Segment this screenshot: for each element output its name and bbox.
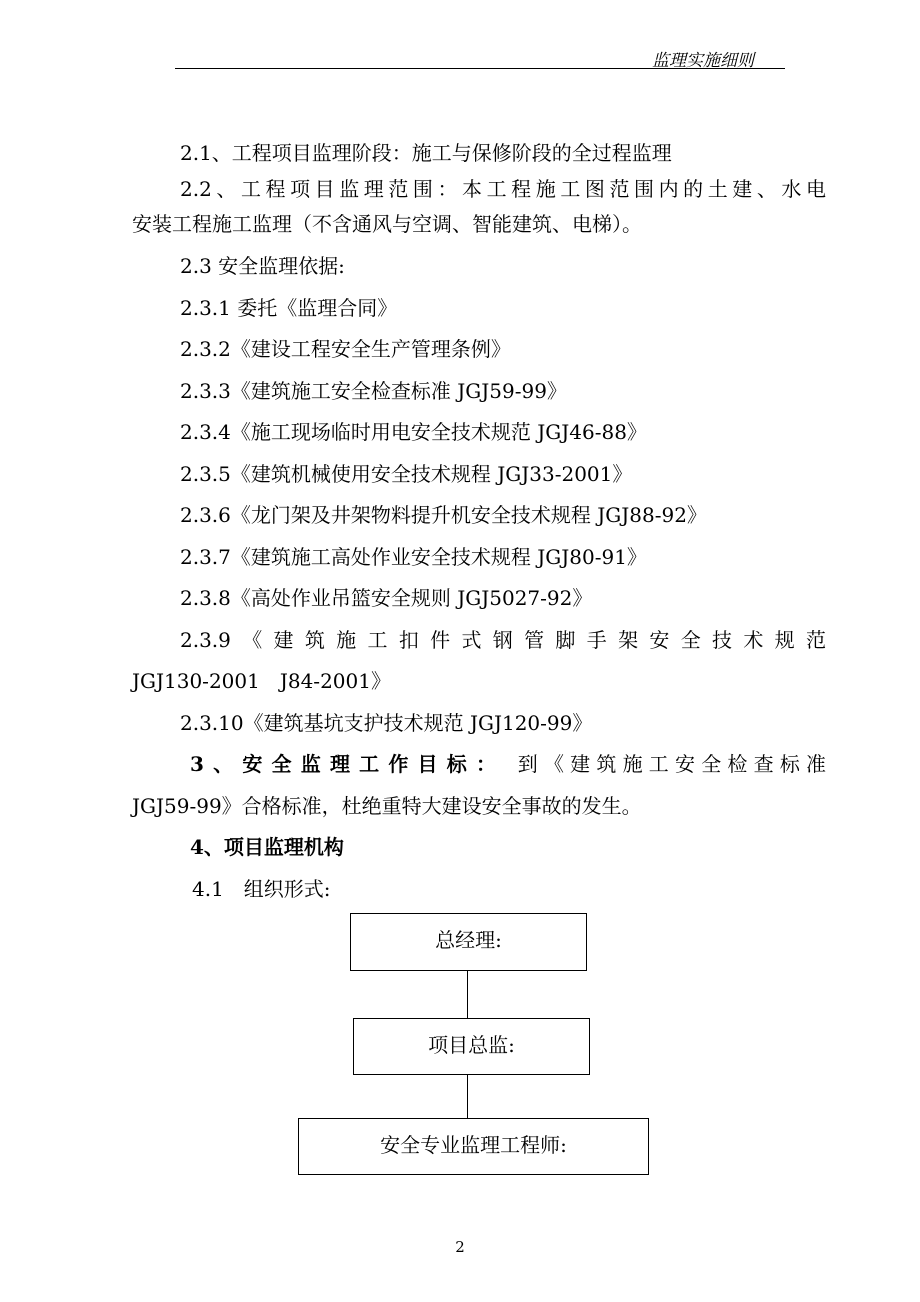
section-3-text: 到《建筑施工安全检查标准: [517, 752, 827, 776]
org-box-safety-engineer-label: 安全专业监理工程师:: [380, 1133, 567, 1157]
section-3-heading: 3、安全监理工作目标：: [190, 752, 506, 776]
line-2-3-6: 2.3.6《龙门架及井架物料提升机安全技术规程 JGJ88-92》: [180, 503, 707, 527]
line-2-3-5: 2.3.5《建筑机械使用安全技术规程 JGJ33-2001》: [180, 462, 633, 486]
header-title: 监理实施细则: [652, 51, 754, 71]
section-4-1: 4.1 组织形式:: [192, 877, 331, 901]
header-rule: [175, 68, 785, 69]
line-2-3-3: 2.3.3《建筑施工安全检查标准 JGJ59-99》: [180, 379, 567, 403]
line-2-3-10: 2.3.10《建筑基坑支护技术规范 JGJ120-99》: [180, 711, 593, 735]
line-2-2-b: 安装工程施工监理（不含通风与空调、智能建筑、电梯）。: [132, 212, 642, 236]
line-2-3-7: 2.3.7《建筑施工高处作业安全技术规程 JGJ80-91》: [180, 545, 647, 569]
line-2-3-1: 2.3.1 委托《监理合同》: [180, 296, 398, 320]
org-box-project-director: [353, 1018, 590, 1075]
line-2-3-8: 2.3.8《高处作业吊篮安全规则 JGJ5027-92》: [180, 586, 593, 610]
org-box-project-director-label: 项目总监:: [428, 1033, 515, 1057]
section-3-line-b: JGJ59-99》合格标准，杜绝重特大建设安全事故的发生。: [132, 794, 642, 818]
org-box-safety-engineer: [298, 1118, 649, 1175]
line-2-3-9-a: 2.3.9《建筑施工扣件式钢管脚手架安全技术规范: [180, 628, 826, 652]
org-box-general-manager-label: 总经理:: [435, 928, 502, 952]
line-2-3-4: 2.3.4《施工现场临时用电安全技术规范 JGJ46-88》: [180, 420, 647, 444]
org-box-general-manager: [350, 913, 587, 971]
line-2-3: 2.3 安全监理依据:: [180, 254, 345, 278]
org-connector-2: [467, 1075, 468, 1118]
line-2-2-a: 2.2、工程项目监理范围：本工程施工图范围内的土建、水电: [180, 177, 826, 201]
page-number: 2: [455, 1238, 465, 1256]
line-2-3-2: 2.3.2《建设工程安全生产管理条例》: [180, 337, 511, 361]
org-connector-1: [467, 971, 468, 1018]
section-3-line-a: [190, 751, 826, 777]
section-4-heading: 4、项目监理机构: [190, 835, 344, 859]
line-2-3-9-b: JGJ130-2001 J84-2001》: [132, 669, 391, 693]
line-2-1: 2.1、工程项目监理阶段：施工与保修阶段的全过程监理: [180, 141, 672, 165]
